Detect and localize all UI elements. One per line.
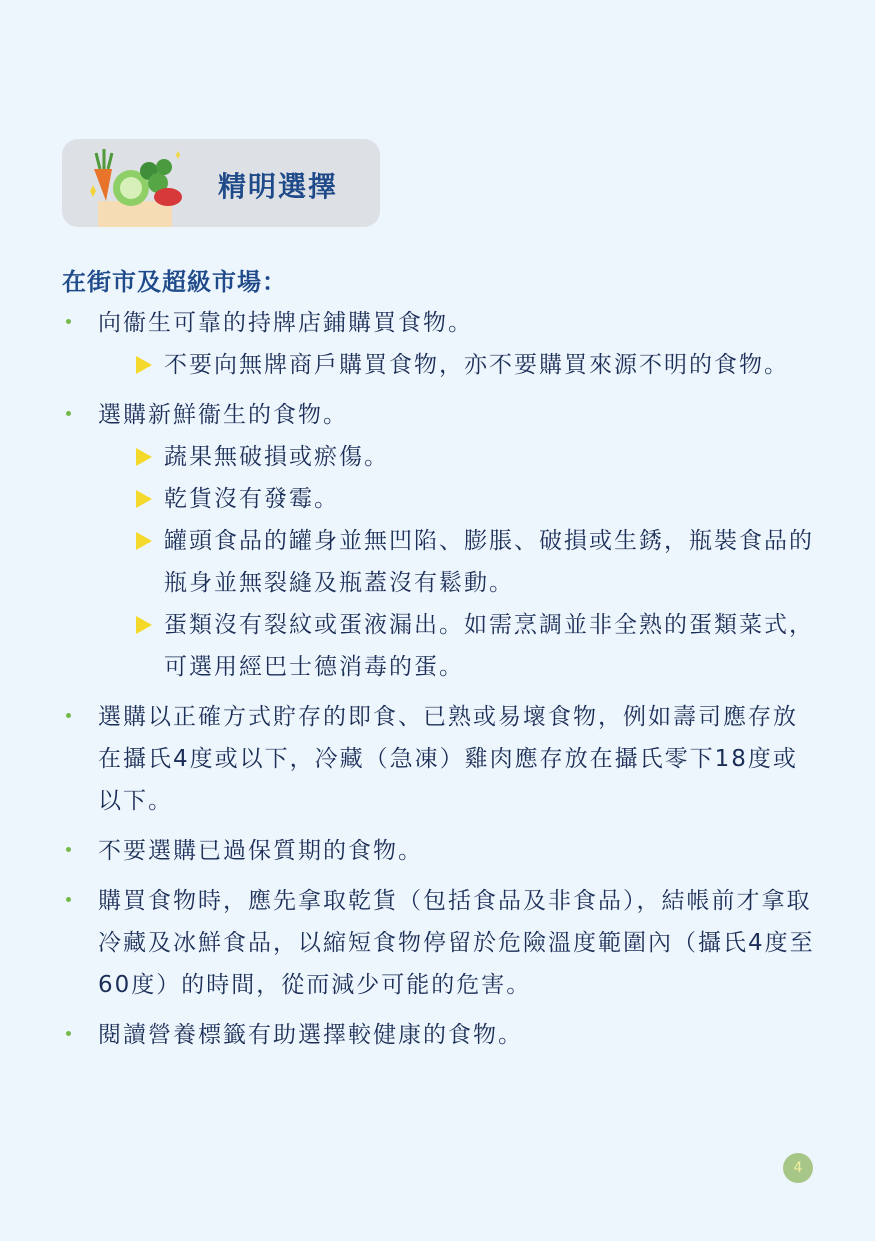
list-item (62, 830, 822, 872)
sub-item: 罐頭食品的罐身並無凹陷、膨脹、破損或生銹，瓶裝食品的瓶身並無裂縫及瓶蓋沒有鬆動。 (98, 520, 822, 604)
bullet-dot-icon (66, 713, 71, 718)
sub-item: 蔬果無破損或瘀傷。 (98, 436, 822, 478)
bullet-dot-icon (66, 847, 71, 852)
triangle-bullet-icon (136, 490, 152, 508)
section-header (62, 139, 380, 227)
list-item (62, 880, 822, 1006)
sub-item: 蛋類沒有裂紋或蛋液漏出。如需烹調並非全熟的蛋類菜式，可選用經巴士德消毒的蛋。 (98, 604, 822, 688)
bullet-text: 不要選購已過保質期的食物。 (98, 838, 423, 864)
triangle-bullet-icon (136, 532, 152, 550)
bullet-dot-icon (66, 319, 71, 324)
triangle-bullet-icon (136, 448, 152, 466)
list-item (62, 1014, 822, 1056)
vegetable-basket-icon (84, 141, 192, 227)
bullet-text: 向衞生可靠的持牌店鋪購買食物。 (98, 310, 473, 336)
bullet-list (62, 302, 822, 1064)
triangle-bullet-icon (136, 616, 152, 634)
list-item (62, 394, 822, 688)
list-item (62, 696, 822, 822)
bullet-dot-icon (66, 411, 71, 416)
bullet-text: 購買食物時，應先拿取乾貨（包括食品及非食品），結帳前才拿取冷藏及冰鮮食品，以縮短食物停留於危險溫度範圍內（攝氏4度至60度）的時間，從而減少可能的危害。 (98, 888, 815, 998)
subtitle: 在街市及超級市場： (62, 268, 287, 296)
sub-item: 乾貨沒有發霉。 (98, 478, 822, 520)
bullet-text: 閱讀營養標籤有助選擇較健康的食物。 (98, 1022, 523, 1048)
bullet-dot-icon (66, 897, 71, 902)
list-item (62, 302, 822, 386)
bullet-text: 選購以正確方式貯存的即食、已熟或易壞食物，例如壽司應存放在攝氏4度或以下，冷藏（急凍）雞肉應存放在攝氏零下18度或以下。 (98, 704, 798, 814)
section-title: 精明選擇 (218, 170, 339, 203)
bullet-text: 選購新鮮衞生的食物。 (98, 402, 348, 428)
page-number: 4 (783, 1153, 813, 1183)
sub-item: 不要向無牌商戶購買食物，亦不要購買來源不明的食物。 (98, 344, 822, 386)
triangle-bullet-icon (136, 356, 152, 374)
bullet-dot-icon (66, 1031, 71, 1036)
